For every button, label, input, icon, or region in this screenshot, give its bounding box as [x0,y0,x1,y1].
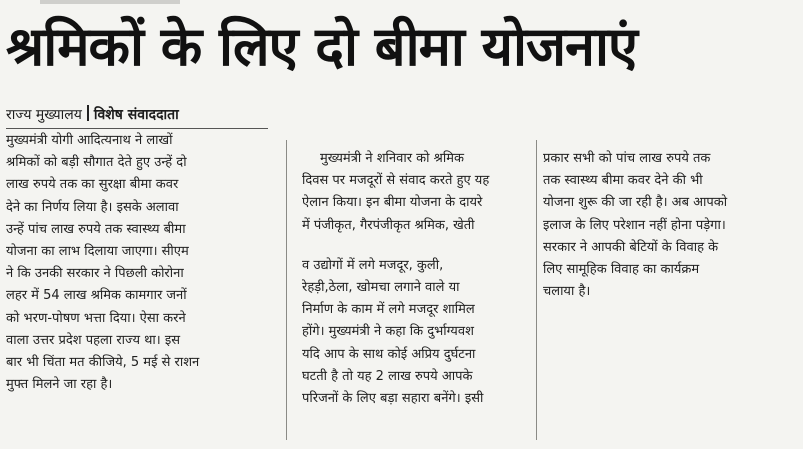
column-1-line: वाला उत्तर प्रदेश पहला राज्य था। इस [6,332,181,348]
column-2-line: निर्माण के काम में लगे मजदूर शामिल [302,302,475,318]
column-3-line: चलाया है। [543,284,591,300]
column-1-line: को भरण-पोषण भत्ता दिया। ऐसा करने [6,310,186,326]
column-2-line: मुख्यमंत्री ने शनिवार को श्रमिक [320,151,464,166]
column-1-line: मुख्यमंत्री योगी आदित्यनाथ ने लाखों [6,133,173,148]
column-2-line: व उद्योगों में लगे मजदूर, कुली, [302,257,444,273]
column-divider-2 [536,140,537,440]
byline-separator [87,105,89,121]
column-2-line: ऐलान किया। इन बीमा योजना के दायरे [302,195,483,211]
byline-place: राज्य मुख्यालय [6,107,82,123]
column-1-line: मुफ्त मिलने जा रहा है। [6,377,113,393]
top-page-edge [40,0,180,4]
column-2-line: होंगे। मुख्यमंत्री ने कहा कि दुर्भाग्यवश [302,324,474,340]
byline [6,104,179,126]
column-divider-1 [286,140,287,440]
article-column-1 [6,130,268,396]
column-1-line: ने कि उनकी सरकार ने पिछली कोरोना [6,266,184,282]
column-1-line: लहर में 54 लाख श्रमिक कामगार जनों [6,288,187,304]
article-column-3 [543,148,798,303]
column-1-line: लाख रुपये तक का सुरक्षा बीमा कवर [6,177,179,193]
byline-underline [6,128,268,129]
byline-writer: विशेष संवाददाता [93,107,179,123]
headline: श्रमिकों के लिए दो बीमा योजनाएं [6,15,637,78]
column-2-line: घटती है तो यह 2 लाख रुपये आपके [302,368,473,384]
column-2-line: में पंजीकृत, गैरपंजीकृत श्रमिक, खेती [302,217,475,233]
column-1-line: बार भी चिंता मत कीजिये, 5 मई से राशन [6,354,200,370]
column-2-line: रेहड़ी,ठेला, खोमचा लगाने वाले या [302,279,460,295]
column-1-line: उन्हें पांच लाख रुपये तक स्वास्थ्य बीमा [6,221,186,237]
paragraph-gap [302,237,530,255]
column-3-line: इलाज के लिए परेशान नहीं होना पड़ेगा। [543,217,726,233]
column-3-line: तक स्वास्थ्य बीमा कवर देने की भी [543,173,703,189]
column-3-line: योजना शुरू की जा रही है। अब आपको [543,195,728,211]
column-2-line: परिजनों के लिए बड़ा सहारा बनेंगे। इसी [302,390,484,406]
column-2-line: यदि आप के साथ कोई अप्रिय दुर्घटना [302,346,476,362]
column-3-line: लिए सामूहिक विवाह का कार्यक्रम [543,261,700,277]
column-1-line: देने का निर्णय लिया है। इसके अलावा [6,199,179,215]
column-1-line: योजना का लाभ दिलाया जाएगा। सीएम [6,243,189,259]
column-3-line: सरकार ने आपकी बेटियों के विवाह के [543,239,719,255]
column-2-line: दिवस पर मजदूरों से संवाद करते हुए यह [302,173,490,189]
column-3-line: प्रकार सभी को पांच लाख रुपये तक [543,151,711,166]
column-1-line: श्रमिकों को बड़ी सौगात देते हुए उन्हें दो [6,155,187,171]
article-column-2 [302,148,530,410]
